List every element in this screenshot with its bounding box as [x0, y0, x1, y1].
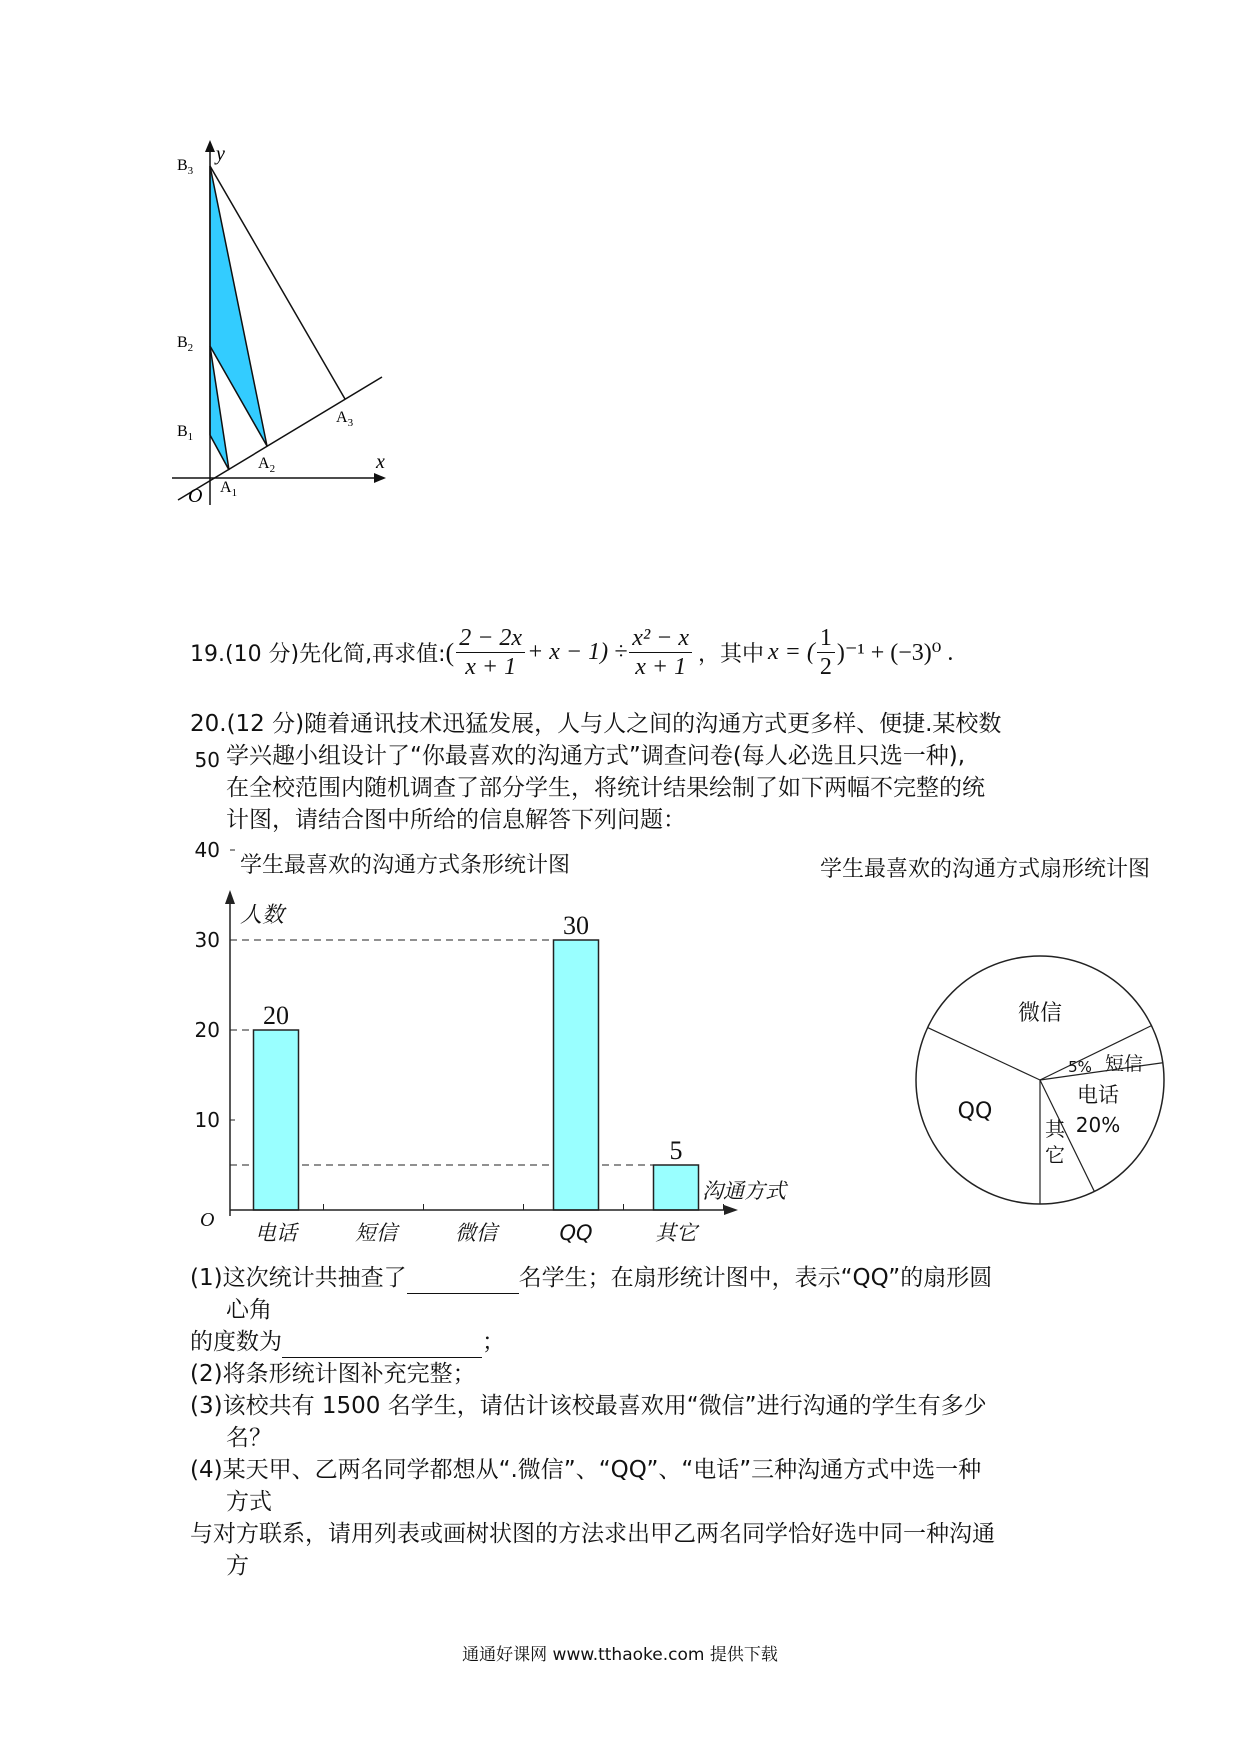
origin-label: O: [188, 485, 203, 507]
q19-close: )⁻¹ + (−3)⁰ .: [836, 640, 954, 666]
q19-frac2-num: x² − x: [629, 624, 692, 653]
q19-prefix: 19.(10 分)先化简,再求值:: [190, 642, 446, 667]
x-tick-label: 其它: [655, 1221, 697, 1245]
q19-open-paren: (: [445, 637, 455, 667]
label-a1: $A_1$: [220, 479, 238, 499]
pie-label-其它-bottom: 它: [1045, 1143, 1065, 1167]
sub-q1-d: 的度数为: [190, 1329, 282, 1355]
label-b3: $B_3$: [177, 157, 194, 177]
bar-其它: [654, 1165, 699, 1210]
y-axis-title: 人数: [240, 903, 285, 928]
label-b2: $B_2$: [177, 334, 194, 354]
answer-blank-count: [407, 1269, 519, 1294]
pie-label-微信: 微信: [1017, 1001, 1063, 1026]
x-axis-title: 沟通方式: [702, 1179, 786, 1203]
subquestions: [190, 1262, 1090, 1582]
pie-pct-电话: 20%: [1075, 1113, 1121, 1137]
bar-value-label: 5: [669, 1136, 683, 1165]
y-label: y: [216, 143, 225, 165]
bar-chart-title: 学生最喜欢的沟通方式条形统计图: [240, 853, 571, 878]
y-tick-label: 40: [194, 838, 220, 862]
label-a3: $A_3$: [336, 409, 354, 429]
x-tick-label: 短信: [355, 1221, 397, 1245]
x-tick-label: 微信: [455, 1221, 497, 1245]
q20-line-1: 20.(12 分)随着通讯技术迅猛发展，人与人之间的沟通方式更多样、便捷.某校数: [190, 711, 1002, 737]
q19-frac2-den: x + 1: [635, 654, 687, 680]
footer-source: 通通好课网 www.tthaoke.com 提供下载: [462, 1645, 778, 1665]
q19-fraction-2: [629, 624, 692, 681]
x-axis-arrow: [374, 473, 386, 483]
x-tick-label: 电话: [255, 1221, 297, 1245]
x-label: x: [376, 451, 385, 473]
pie-chart-title: 学生最喜欢的沟通方式扇形统计图: [820, 857, 1151, 882]
q19-mid: + x − 1) ÷: [527, 639, 628, 665]
answer-blank-angle: [282, 1333, 482, 1358]
sub-q1-line-3: [190, 1326, 1090, 1358]
y-tick-label: 20: [194, 1018, 220, 1042]
sub-q1-b: 名学生；在扇形统计图中，表示“QQ”的扇形圆: [518, 1265, 993, 1291]
bar-origin-label: O: [200, 1209, 215, 1231]
bar-QQ: [554, 940, 599, 1210]
sub-q4-line-1: (4)某天甲、乙两名同学都想从“.微信”、“QQ”、“电话”三种沟通方式中选一种: [190, 1457, 982, 1483]
x-tick-label: QQ: [559, 1221, 593, 1245]
sub-q1-e: ；: [482, 1329, 505, 1355]
q19-frac3-num: 1: [817, 624, 835, 653]
geometry-figure: [160, 140, 440, 580]
pie-label-其它-top: 其: [1045, 1117, 1065, 1141]
pie-label-短信: 短信: [1104, 1053, 1144, 1075]
q20-line-4: 计图，请结合图中所给的信息解答下列问题：: [226, 807, 686, 833]
sub-q4-line-2: 方式: [226, 1489, 272, 1515]
pie-chart: [900, 940, 1190, 1230]
pie-pct-短信: 5%: [1068, 1058, 1092, 1076]
label-b1: $B_1$: [177, 423, 194, 443]
sub-q1-a: (1)这次统计共抽查了: [190, 1265, 407, 1291]
y-tick-label: 10: [194, 1108, 220, 1132]
bar-x-axis-arrow: [724, 1205, 738, 1215]
bar-y-axis-arrow: [225, 890, 235, 904]
sub-q1-line-2: 心角: [226, 1297, 272, 1323]
q19-fraction-1: [456, 624, 525, 681]
q19-x-eq: x = (: [768, 639, 815, 665]
question-20-text: [190, 708, 1090, 836]
pie-label-电话: 电话: [1077, 1083, 1119, 1107]
y-tick-label: 50: [194, 748, 220, 772]
y-tick-label: 30: [194, 928, 220, 952]
pie-label-QQ: QQ: [957, 1099, 993, 1124]
sub-q2: (2)将条形统计图补充完整；: [190, 1361, 476, 1387]
bar-电话: [254, 1030, 299, 1210]
sub-q1-line-1: [190, 1262, 1090, 1294]
q19-frac1-den: x + 1: [465, 654, 517, 680]
label-a2: $A_2$: [258, 455, 276, 475]
sub-q3-line-1: (3)该校共有 1500 名学生，请估计该校最喜欢用“微信”进行沟通的学生有多少: [190, 1393, 987, 1419]
bar-value-label: 20: [263, 1001, 289, 1030]
sub-q3-line-2: 名？: [226, 1425, 272, 1451]
oblique-line: [178, 377, 382, 500]
q19-where: ，其中: [698, 642, 765, 667]
q19-frac1-num: 2 − 2x: [456, 624, 525, 653]
sub-q4-line-4: 方: [226, 1553, 249, 1579]
q19-fraction-3: [817, 624, 835, 681]
question-19: [190, 624, 953, 681]
q19-frac3-den: 2: [819, 654, 832, 680]
y-axis-arrow: [205, 140, 215, 152]
sub-q4-line-3: 与对方联系，请用列表或画树状图的方法求出甲乙两名同学恰好选中同一种沟通: [190, 1521, 995, 1547]
bar-value-label: 30: [563, 911, 589, 940]
q20-line-3: 在全校范围内随机调查了部分学生，将统计结果绘制了如下两幅不完整的统: [226, 775, 985, 801]
q20-line-2: 学兴趣小组设计了“你最喜欢的沟通方式”调查问卷(每人必选且只选一种),: [226, 743, 966, 769]
